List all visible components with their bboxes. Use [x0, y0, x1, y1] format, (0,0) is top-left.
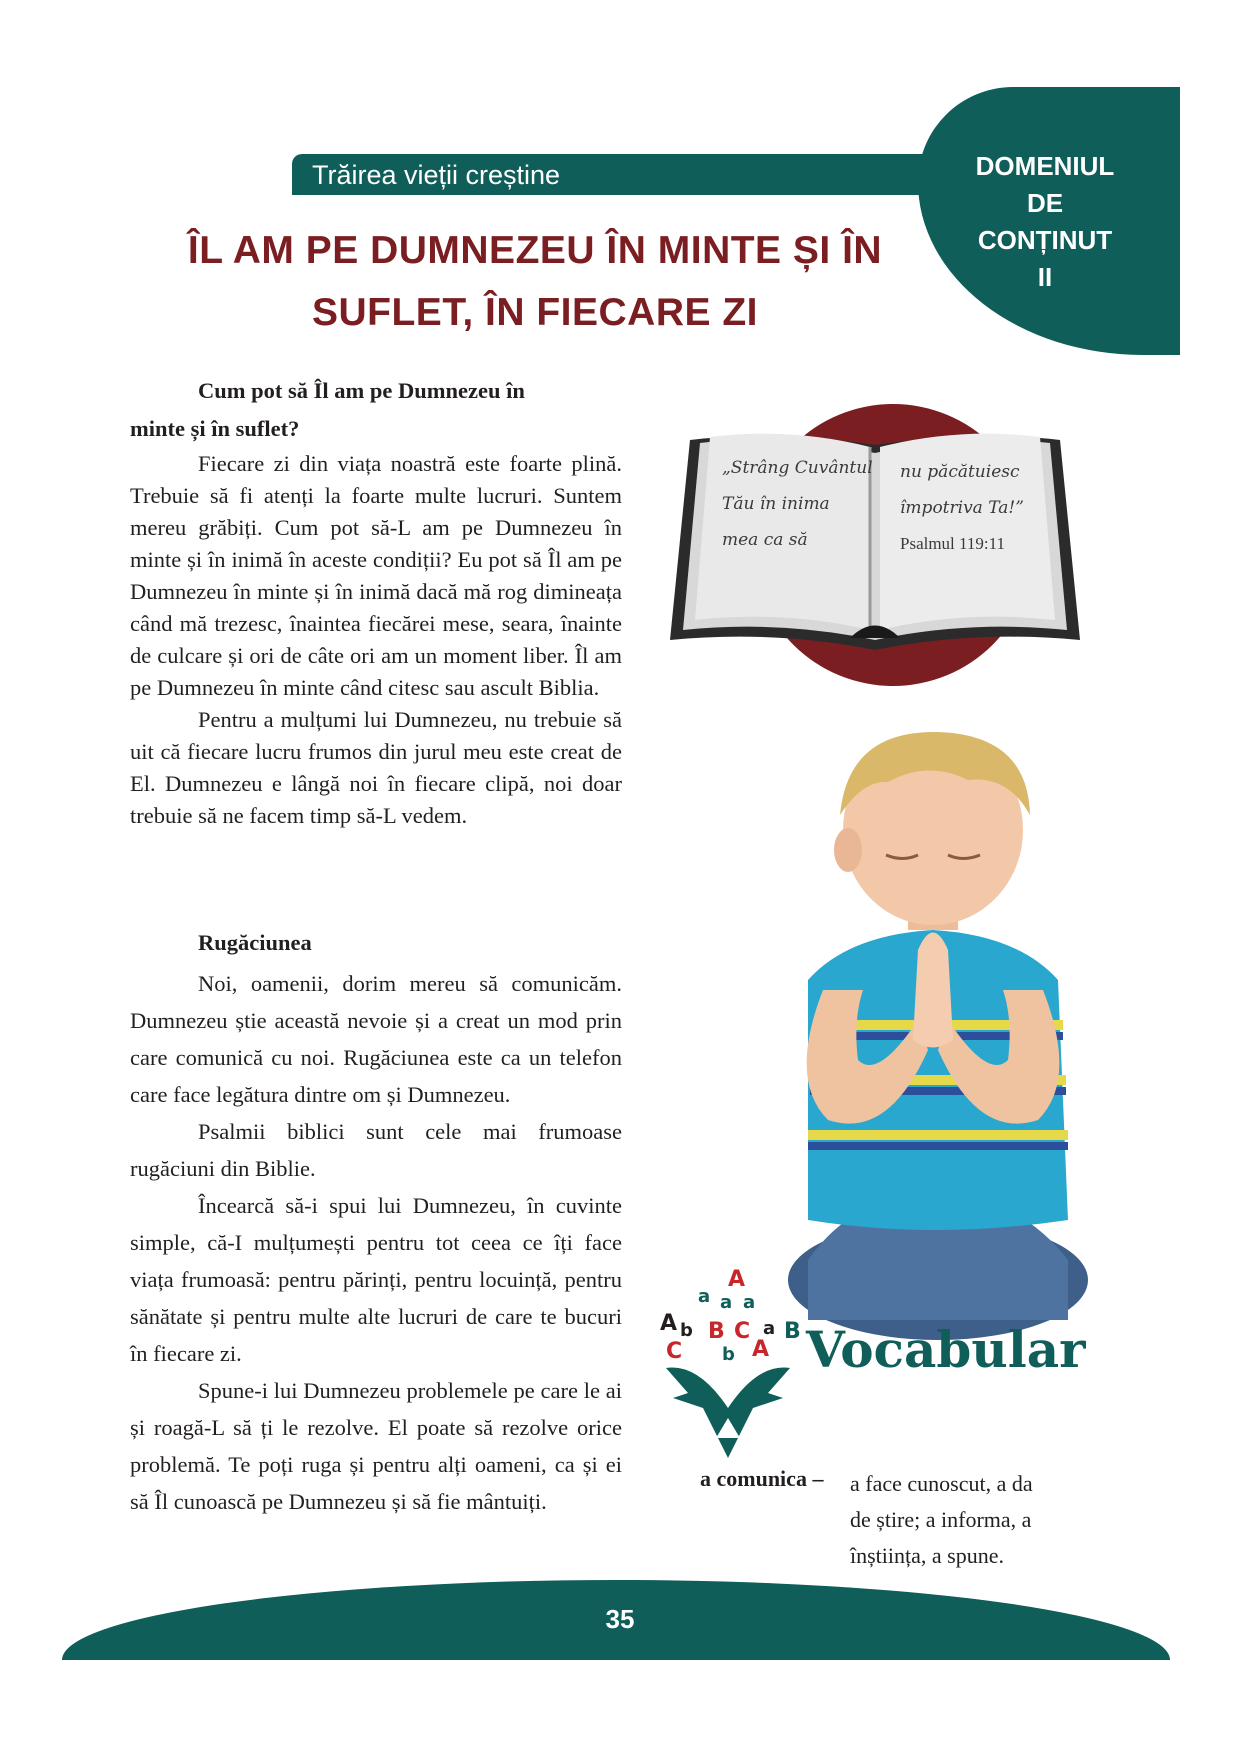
letter-mark: a	[720, 1292, 733, 1313]
verse-left-line-3: mea ca să	[722, 530, 808, 550]
section2-body	[130, 965, 622, 1520]
praying-boy-illustration	[768, 720, 1098, 1360]
section1-paragraph-2: Pentru a mulțumi lui Dumnezeu, nu trebuie să uit că fiecare lucru frumos din jurul meu este creat de El. Dumnezeu e lângă noi în fiecare clipă, noi doar trebuie să ne facem timp să-L vedem.	[130, 707, 622, 828]
section-banner-text: Trăirea vieții creștine	[312, 160, 561, 190]
letter-mark: B	[784, 1319, 801, 1344]
vocabulary-title: Vocabular	[806, 1320, 1086, 1379]
domain-label	[930, 148, 1160, 296]
verse-right-page	[900, 454, 1050, 562]
definition-line-1: a face cunoscut, a da	[850, 1471, 1033, 1496]
letter-mark: A	[660, 1311, 678, 1336]
section2-heading: Rugăciunea	[198, 930, 312, 955]
domain-line-4: II	[1037, 262, 1053, 292]
section1-heading-line-2: minte și în suflet?	[130, 416, 300, 441]
section2-paragraph-2: Psalmii biblici sunt cele mai frumoase rugăciuni din Biblie.	[130, 1119, 622, 1181]
definition-line-2: de știre; a informa, a	[850, 1507, 1032, 1532]
letter-mark: a	[698, 1286, 711, 1307]
title-line-1: ÎL AM PE DUMNEZEU ÎN MINTE ȘI ÎN	[187, 229, 883, 272]
letter-mark: A	[752, 1337, 770, 1362]
domain-line-3: CONȚINUT	[977, 225, 1113, 255]
section2-paragraph-1: Noi, oamenii, dorim mereu să comunicăm. Dumnezeu știe această nevoie și a creat un mod prin care comunică cu noi. Rugăciunea este ca un telefon care face legătura dintre om și Dumnezeu.	[130, 971, 622, 1107]
section1-heading	[130, 372, 630, 448]
letter-mark: B	[708, 1319, 725, 1344]
section1-body	[130, 448, 622, 832]
verse-right-line-2: împotriva Ta!”	[900, 498, 1024, 518]
definition-line-3: înștiința, a spune.	[850, 1543, 1004, 1568]
verse-left-line-1: „Strâng Cuvântul	[722, 458, 873, 478]
page-number: 35	[605, 1604, 635, 1634]
page-title	[120, 220, 950, 344]
verse-left-page	[722, 450, 892, 558]
domain-line-2: DE	[1026, 188, 1064, 218]
section2-paragraph-4: Spune-i lui Dumnezeu problemele pe care le ai și roagă-L să ți le rezolve. El poate să rezolve orice problemă. Te poți ruga și pentru alți oameni, ca și ei să Îl cunoască pe Dumnezeu și să fie mântuiți.	[130, 1378, 622, 1514]
verse-right-line-1: nu păcătuiesc	[900, 462, 1020, 482]
vocabulary-term: a comunica –	[700, 1466, 824, 1491]
section1-heading-line-1: Cum pot să Îl am pe Dumnezeu în	[198, 378, 525, 403]
letter-mark: b	[722, 1344, 735, 1365]
letter-mark: a	[743, 1292, 756, 1313]
domain-line-1: DOMENIUL	[975, 151, 1115, 181]
letter-mark: A	[728, 1267, 746, 1292]
verse-reference: Psalmul 119:11	[900, 534, 1005, 553]
title-line-2: SUFLET, ÎN FIECARE ZI	[311, 291, 758, 334]
vocabulary-logo-icon	[658, 1258, 801, 1458]
letter-mark: b	[680, 1320, 693, 1341]
section2-paragraph-3: Încearcă să-i spui lui Dumnezeu, în cuvinte simple, că-I mulțumești pentru tot ceea ce îți face viața frumoasă: pentru părinți, pentru locuință, pentru sănătate și pentru multe alte lucruri de care te bucuri în fiecare zi.	[130, 1193, 622, 1366]
verse-left-line-2: Tău în inima	[722, 494, 830, 514]
vocabulary-definition	[850, 1466, 1080, 1574]
letter-mark: C	[734, 1319, 751, 1344]
letter-mark: a	[763, 1318, 776, 1339]
letter-mark: C	[666, 1339, 683, 1364]
section1-paragraph-1: Fiecare zi din viața noastră este foarte plină. Trebuie să fi atenți la foarte multe lucruri. Suntem mereu grăbiți. Cum pot să-L am pe Dumnezeu în minte și în inimă în aceste condiții? Eu pot să Îl am pe Dumnezeu în minte și în inimă dacă mă rog dimineața când mă trezesc, înaintea fiecărei mese, seara, înainte de culcare și ori de câte ori am un moment liber. Îl am pe Dumnezeu în minte când citesc sau ascult Biblia.	[130, 451, 622, 700]
